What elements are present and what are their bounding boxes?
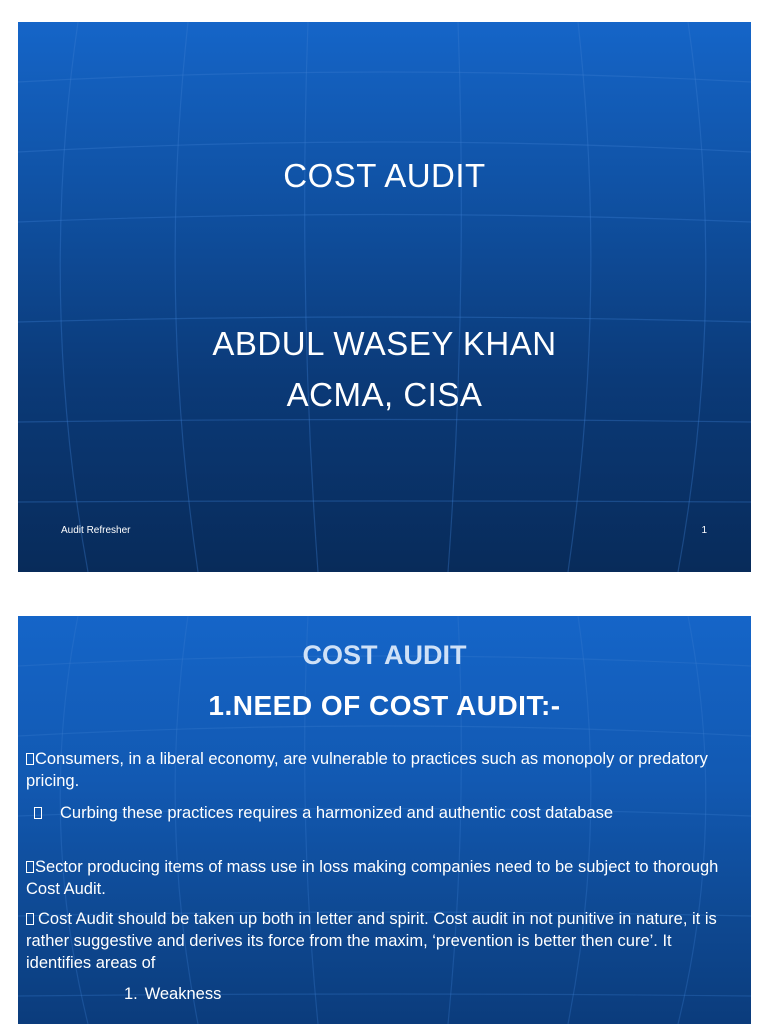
slide-page-number: 1 (701, 525, 707, 536)
slide-title: COST AUDIT (283, 157, 486, 194)
slide-subheading: 1.NEED OF COST AUDIT:- (208, 690, 561, 721)
title-slide (18, 22, 751, 572)
numbered-list-item (124, 983, 741, 1005)
list-number: 1. (124, 985, 138, 1003)
bullet-text: Curbing these practices requires a harmonized and authentic cost database (60, 804, 614, 822)
author-credentials: ACMA, CISA (286, 376, 483, 413)
bullet-text: Consumers, in a liberal economy, are vulnerable to practices such as monopoly or predatory pricing. (26, 750, 708, 790)
bullet-text: Cost Audit should be taken up both in letter and spirit. Cost audit in not punitive in nature, it is rather suggestive and derives its force from the maxim, ‘prevention is better then cure’. It identifies areas of (26, 910, 717, 972)
slide-footer-text: Audit Refresher (61, 525, 131, 536)
missing-glyph-bullet-icon (26, 913, 34, 925)
bullet-list (26, 748, 741, 1005)
numbered-list (26, 983, 741, 1005)
globe-grid-background (18, 22, 751, 572)
bullet-item (26, 908, 741, 974)
bullet-text: Sector producing items of mass use in loss making companies need to be subject to thorough Cost Audit. (26, 858, 719, 898)
author-block (18, 318, 751, 420)
content-slide (18, 616, 751, 1024)
author-name: ABDUL WASEY KHAN (212, 325, 557, 362)
list-item-text: Weakness (144, 985, 222, 1003)
missing-glyph-bullet-icon (34, 807, 42, 819)
bullet-item (26, 856, 741, 900)
bullet-item (26, 802, 741, 824)
slide-heading: COST AUDIT (302, 640, 467, 670)
missing-glyph-bullet-icon (26, 753, 34, 765)
bullet-item (26, 748, 741, 792)
missing-glyph-bullet-icon (26, 861, 34, 873)
